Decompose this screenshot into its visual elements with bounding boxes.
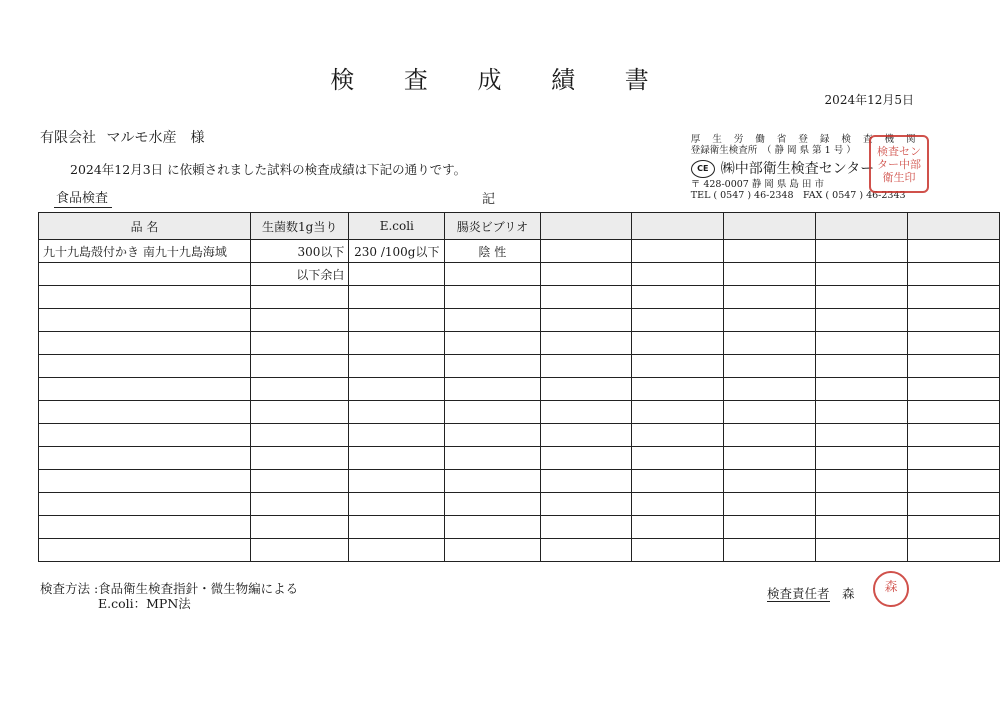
table-cell (632, 332, 724, 355)
table-cell (251, 539, 349, 562)
table-cell (540, 447, 632, 470)
table-cell (632, 470, 724, 493)
header-blank (540, 213, 632, 240)
table-cell (251, 493, 349, 516)
table-cell (540, 401, 632, 424)
table-cell (632, 539, 724, 562)
table-cell (724, 516, 816, 539)
table-cell: 300以下 (251, 240, 349, 263)
table-cell (908, 516, 1000, 539)
table-cell (349, 516, 445, 539)
table-cell (540, 470, 632, 493)
table-header-row (39, 213, 1000, 240)
table-cell (251, 286, 349, 309)
table-cell (908, 470, 1000, 493)
inspector-name: 森 (842, 586, 855, 601)
table-cell (445, 401, 540, 424)
header-product-name: 品 名 (39, 213, 251, 240)
table-cell (540, 263, 632, 286)
lab-registration: 厚 生 労 働 省 登 録 検 査 機 関 (690, 134, 920, 145)
table-cell (349, 447, 445, 470)
table-cell (251, 447, 349, 470)
table-cell (39, 263, 251, 286)
table-cell (632, 286, 724, 309)
table-cell (251, 470, 349, 493)
results-table (38, 212, 1000, 562)
table-cell (445, 309, 540, 332)
inspector-label: 検査責任者 (767, 586, 830, 601)
table-cell (540, 493, 632, 516)
lab-logo-icon: CE (691, 160, 715, 178)
table-cell (632, 378, 724, 401)
table-row (39, 493, 1000, 516)
table-cell (445, 378, 540, 401)
lab-name: ㈱中部衛生検査センター (720, 161, 875, 177)
table-cell (816, 447, 908, 470)
table-cell (445, 470, 540, 493)
table-row (39, 447, 1000, 470)
table-cell (724, 240, 816, 263)
table-row (39, 378, 1000, 401)
table-cell: 230 /100g以下 (349, 240, 445, 263)
table-cell (908, 286, 1000, 309)
table-row (39, 470, 1000, 493)
table-cell: 陰 性 (445, 240, 540, 263)
ki-mark: 記 (482, 192, 496, 207)
table-cell (445, 447, 540, 470)
table-cell (39, 539, 251, 562)
table-cell (816, 286, 908, 309)
table-cell (908, 355, 1000, 378)
issue-date: 2024年12月5日 (824, 93, 914, 107)
table-cell (908, 493, 1000, 516)
section-label: 食品検査 (56, 187, 108, 206)
table-cell (251, 355, 349, 378)
table-cell (816, 378, 908, 401)
test-method-line1: 検査方法 :食品衛生検査指針・微生物編による (40, 581, 299, 596)
table-cell (816, 424, 908, 447)
table-cell (908, 263, 1000, 286)
table-cell (39, 355, 251, 378)
table-cell (724, 332, 816, 355)
table-cell (908, 401, 1000, 424)
table-cell (816, 309, 908, 332)
table-cell (39, 424, 251, 447)
table-row (39, 240, 1000, 263)
table-cell (816, 332, 908, 355)
table-cell (816, 401, 908, 424)
table-cell (816, 493, 908, 516)
header-blank (816, 213, 908, 240)
table-row (39, 332, 1000, 355)
table-cell (39, 401, 251, 424)
recipient-company: 有限会社 マルモ水産 (40, 130, 177, 146)
table-cell (251, 516, 349, 539)
table-row (39, 516, 1000, 539)
table-row (39, 309, 1000, 332)
header-blank (724, 213, 816, 240)
recipient-honorific: 様 (190, 130, 205, 146)
table-cell (349, 424, 445, 447)
header-viable-count: 生菌数1g当り (251, 213, 349, 240)
header-blank (632, 213, 724, 240)
table-cell (724, 286, 816, 309)
test-method (40, 581, 298, 611)
table-cell (816, 516, 908, 539)
table-cell (908, 240, 1000, 263)
table-cell (445, 286, 540, 309)
company-seal-icon: 検査センター中部衛生印 (869, 135, 929, 193)
header-blank (908, 213, 1000, 240)
table-cell (39, 493, 251, 516)
table-cell (724, 263, 816, 286)
table-cell (251, 332, 349, 355)
table-cell (724, 493, 816, 516)
table-cell: 以下余白 (251, 263, 349, 286)
table-cell (632, 401, 724, 424)
table-cell (816, 355, 908, 378)
table-cell (540, 286, 632, 309)
inspector (767, 584, 855, 602)
table-cell (540, 539, 632, 562)
table-cell (632, 263, 724, 286)
table-cell (349, 286, 445, 309)
table-cell (445, 516, 540, 539)
header-vibrio: 腸炎ビブリオ (445, 213, 540, 240)
table-cell (39, 332, 251, 355)
table-cell (349, 378, 445, 401)
table-cell (540, 378, 632, 401)
table-row (39, 355, 1000, 378)
table-row (39, 263, 1000, 286)
table-cell (39, 516, 251, 539)
table-cell (540, 424, 632, 447)
table-cell (908, 309, 1000, 332)
table-cell (445, 493, 540, 516)
table-cell (816, 240, 908, 263)
table-cell (632, 240, 724, 263)
table-cell (816, 539, 908, 562)
table-cell (39, 309, 251, 332)
table-row (39, 424, 1000, 447)
table-cell (349, 470, 445, 493)
table-cell (251, 401, 349, 424)
table-cell: 九十九島殻付かき 南九十九島海域 (39, 240, 251, 263)
intro-text: 2024年12月3日 に依頼されました試料の検査成績は下記の通りです。 (70, 162, 467, 177)
test-method-line2: E.coli：MPN法 (98, 596, 191, 611)
table-cell (908, 332, 1000, 355)
table-cell (908, 378, 1000, 401)
table-cell (816, 263, 908, 286)
table-cell (540, 355, 632, 378)
table-cell (349, 493, 445, 516)
table-cell (540, 516, 632, 539)
table-cell (349, 263, 445, 286)
header-ecoli: E.coli (349, 213, 445, 240)
table-cell (251, 378, 349, 401)
lab-phone: TEL ( 0547 ) 46-2348 FAX ( 0547 ) 46-2343 (690, 190, 906, 201)
table-cell (445, 539, 540, 562)
table-cell (724, 539, 816, 562)
table-cell (39, 286, 251, 309)
table-cell (632, 447, 724, 470)
table-cell (632, 516, 724, 539)
table-cell (632, 424, 724, 447)
table-cell (724, 378, 816, 401)
table-cell (632, 309, 724, 332)
table-cell (632, 355, 724, 378)
table-cell (908, 424, 1000, 447)
table-cell (908, 539, 1000, 562)
table-cell (39, 378, 251, 401)
table-cell (349, 401, 445, 424)
table-cell (39, 470, 251, 493)
inspector-seal-icon: 森 (873, 571, 909, 607)
table-cell (349, 309, 445, 332)
table-cell (445, 355, 540, 378)
table-cell (724, 309, 816, 332)
table-cell (540, 332, 632, 355)
document-title: 検 査 成 績 書 (330, 66, 670, 94)
table-cell (540, 240, 632, 263)
table-row (39, 401, 1000, 424)
table-row (39, 286, 1000, 309)
table-cell (816, 470, 908, 493)
table-cell (632, 493, 724, 516)
table-row (39, 539, 1000, 562)
recipient (40, 127, 204, 147)
lab-clinic-registration: 登録衛生検査所 （ 静 岡 県 第 1 号 ） (690, 145, 856, 156)
lab-address: 〒 428-0007 静 岡 県 島 田 市 (690, 179, 824, 190)
table-cell (724, 470, 816, 493)
table-cell (724, 355, 816, 378)
table-cell (908, 447, 1000, 470)
table-cell (251, 424, 349, 447)
table-cell (349, 539, 445, 562)
table-cell (445, 332, 540, 355)
table-cell (724, 424, 816, 447)
table-cell (445, 263, 540, 286)
table-cell (349, 332, 445, 355)
table-cell (39, 447, 251, 470)
table-cell (540, 309, 632, 332)
table-cell (349, 355, 445, 378)
table-cell (251, 309, 349, 332)
table-cell (445, 424, 540, 447)
table-cell (724, 401, 816, 424)
table-cell (724, 447, 816, 470)
